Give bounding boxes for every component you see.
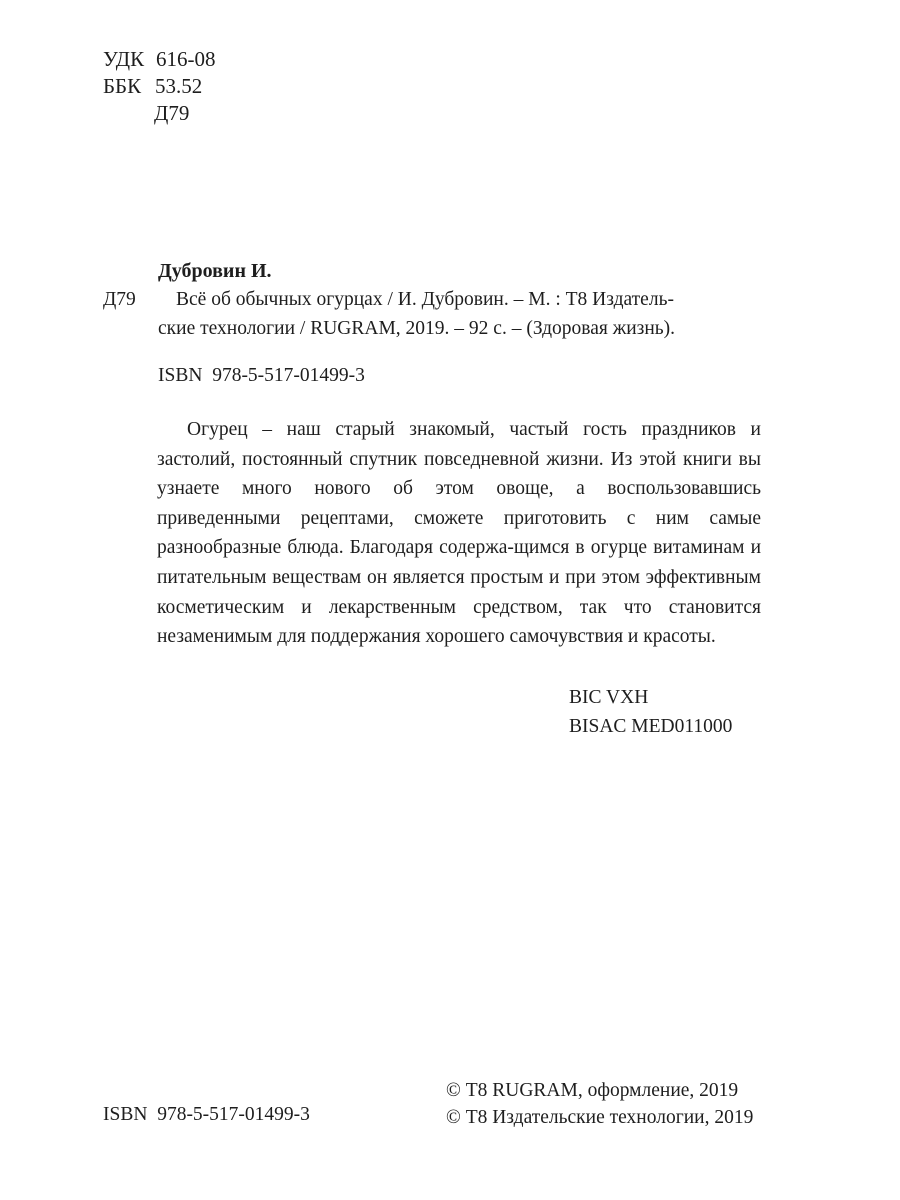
author-name: Дубровин И.	[158, 260, 272, 282]
bbk-line	[103, 73, 216, 100]
copyright-publisher: © Т8 Издательские технологии, 2019	[446, 1107, 754, 1128]
classification-block	[103, 46, 216, 127]
biblio-line-1: Всё об обычных огурцах / И. Дубровин. – М. : Т8 Издатель-	[176, 289, 674, 310]
bbk-value: 53.52	[155, 74, 203, 98]
footer-isbn-label: ISBN	[103, 1104, 148, 1125]
isbn-value: 978-5-517-01499-3	[212, 365, 365, 386]
footer-isbn	[103, 1104, 310, 1126]
biblio-line-2: ские технологии / RUGRAM, 2019. – 92 с. – (Здоровая жизнь).	[158, 318, 676, 339]
author-mark-top: Д79	[154, 101, 190, 125]
bbk-label: ББК	[103, 74, 142, 98]
copyright-block	[446, 1077, 753, 1131]
isbn-label: ISBN	[158, 365, 203, 386]
udk-label: УДК	[103, 47, 145, 71]
copyright-design: © Т8 RUGRAM, оформление, 2019	[446, 1080, 739, 1101]
udk-value: 616-08	[156, 47, 216, 71]
isbn-line	[158, 365, 365, 387]
bisac-code: BISAC MED011000	[569, 716, 733, 737]
bic-code: BIC VXH	[569, 687, 649, 708]
udk-line	[103, 46, 216, 73]
annotation-paragraph: Огурец – наш старый знакомый, частый гость праздников и застолий, постоянный спутник повседневной жизни. Из этой книги вы узнаете много нового об этом овоще, а воспользовавшись приведенными рецептами, сможете приготовить с ним самые разнообразные блюда. Благодаря содержа-щимся в огурце витаминам и питательным веществам он является простым и при этом эффективным косметическим и лекарственным средством, так что становится незаменимым для поддержания хорошего самочувствия и красоты.	[157, 419, 761, 648]
author-mark: Д79	[103, 289, 136, 310]
footer-isbn-value: 978-5-517-01499-3	[157, 1104, 310, 1125]
subject-codes	[569, 683, 732, 741]
